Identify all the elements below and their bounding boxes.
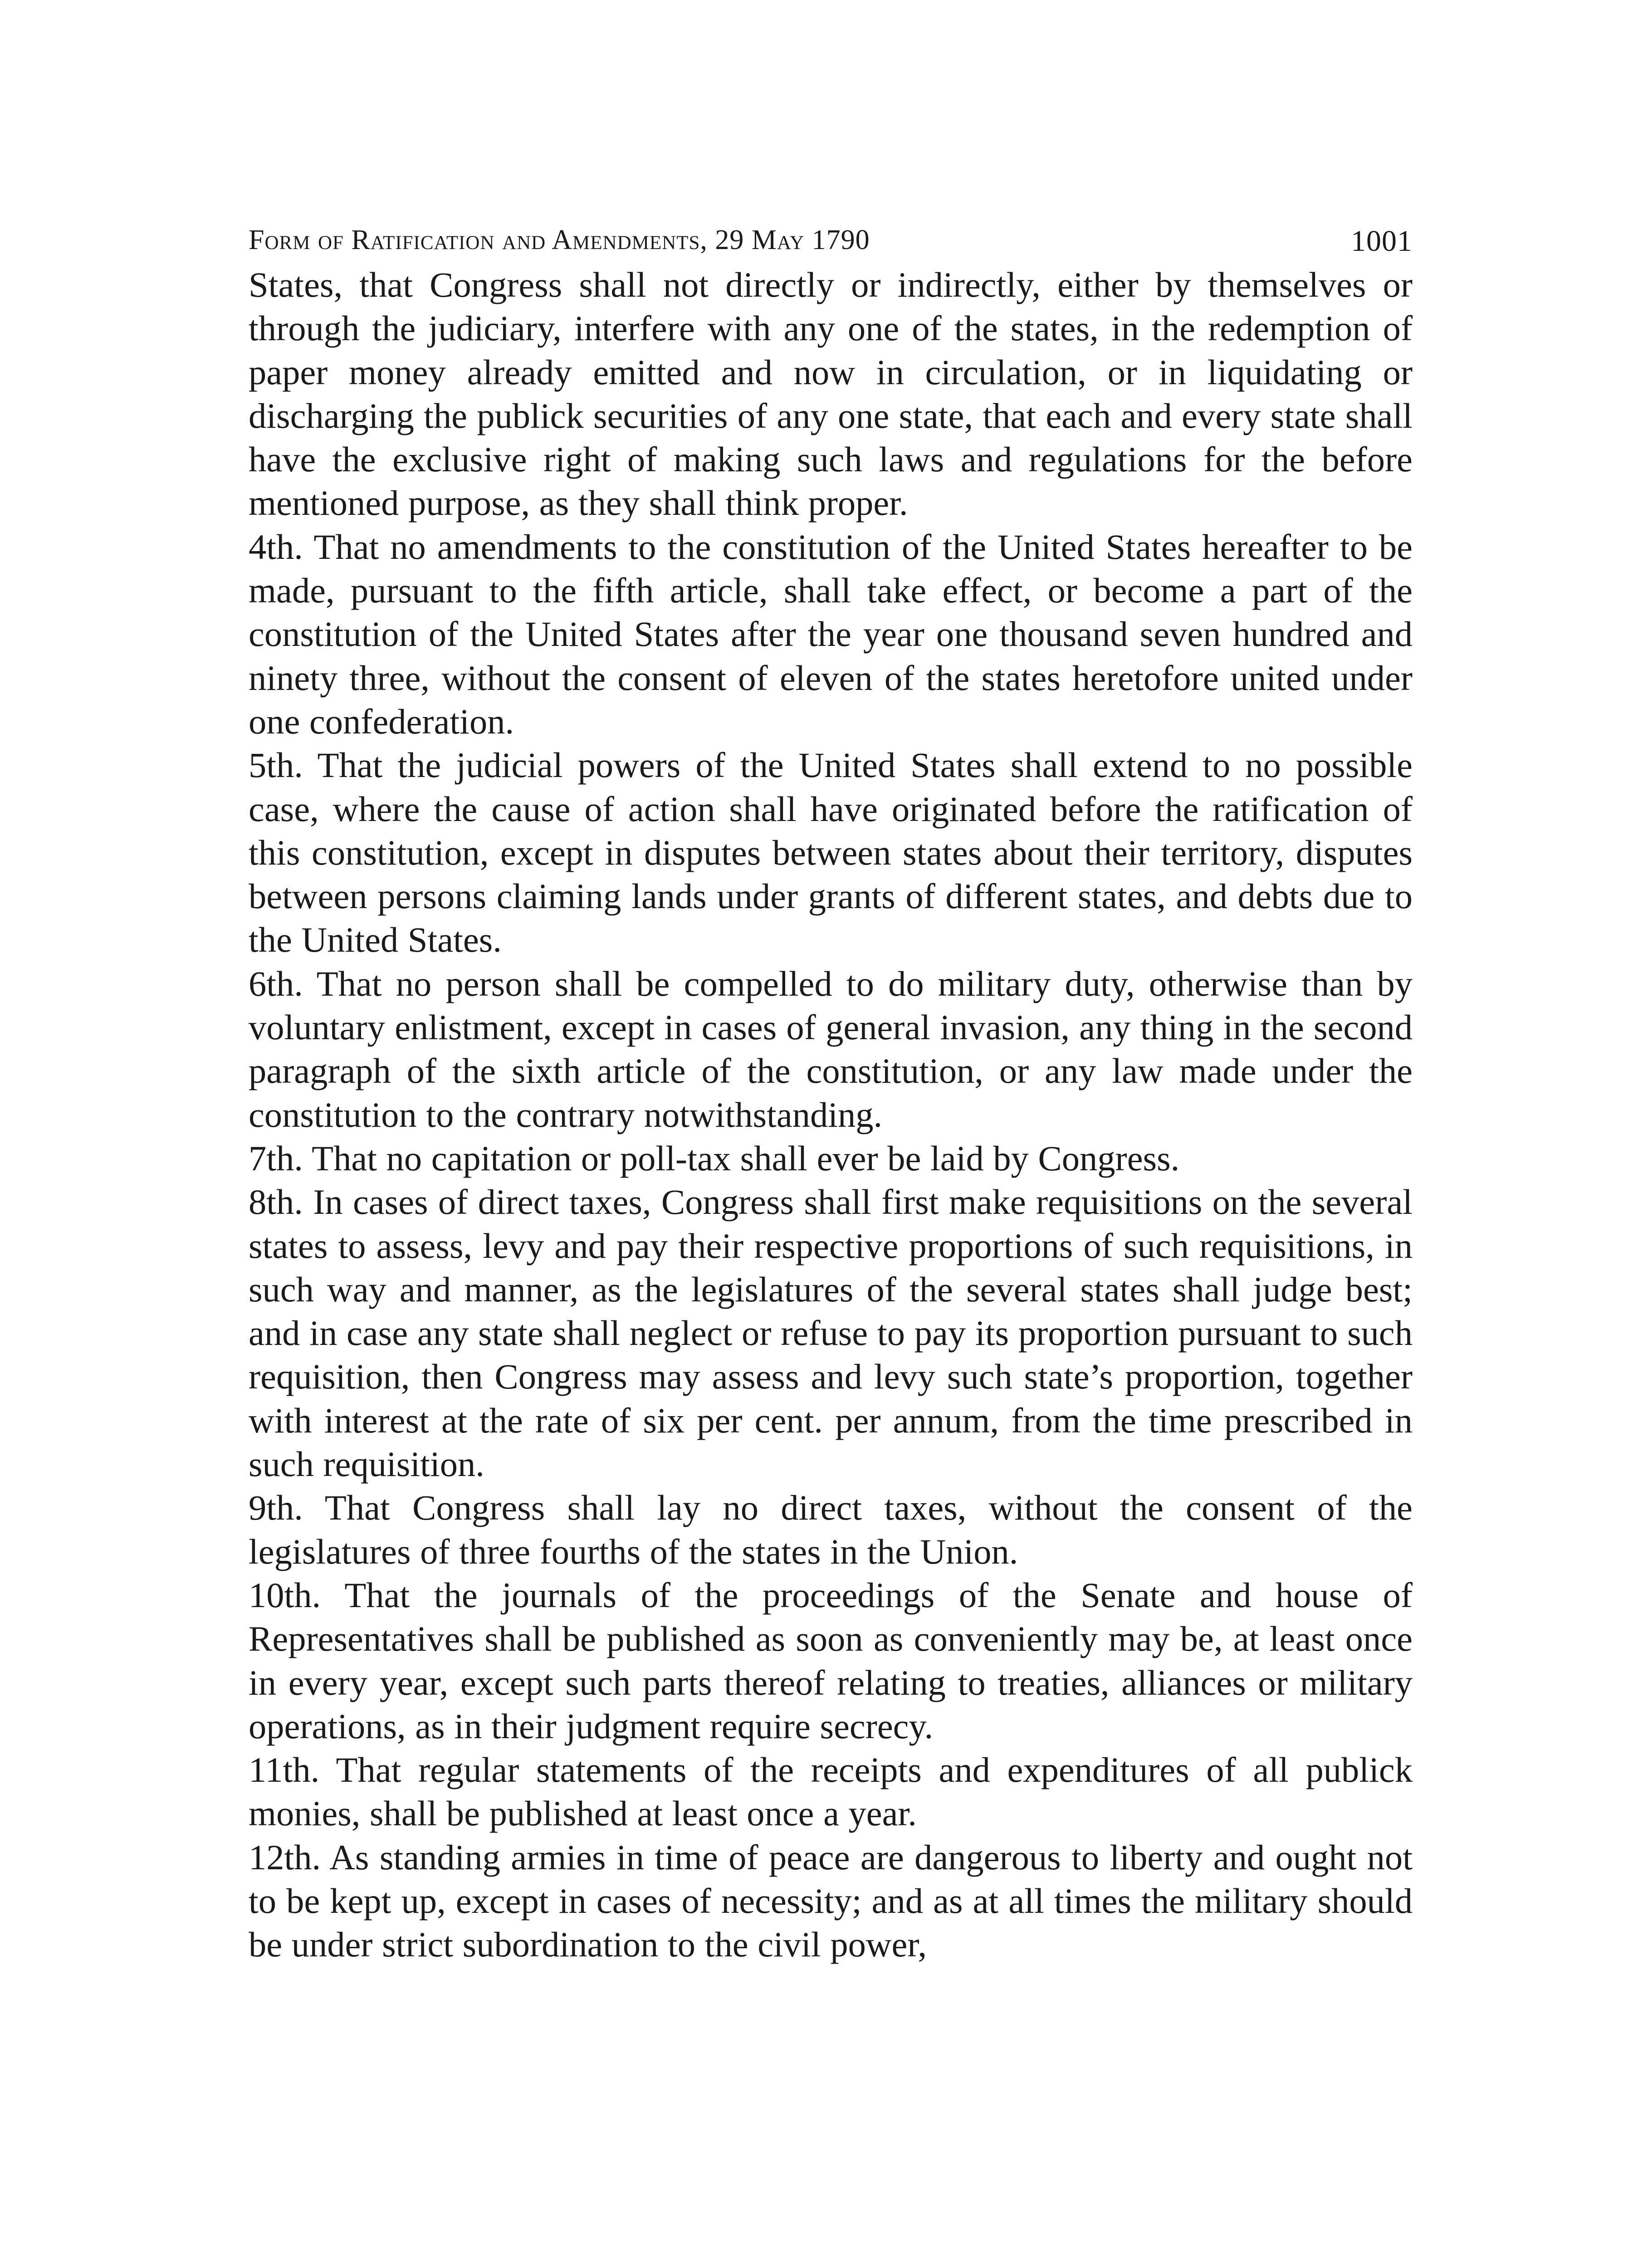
paragraph-continuation: States, that Congress shall not directly or indirectly, either by themselves or through the judiciary, interfere with any one of the states, in the redemption of paper money already emitted and now in circulation, or in liquidating or discharging the publick securities of any one state, that each and every state shall have the exclusive right of making such laws and regulations for the before mentioned purpose, as they shall think proper.: [249, 265, 1413, 523]
paragraph-amendment-5: 5th. That the judicial powers of the United States shall extend to no possible case, where the cause of action shall have originated before the ratification of this constitution, except in disputes between states about their territory, disputes between persons claiming lands under grants of different states, and debts due to the United States.: [249, 745, 1413, 960]
paragraph-amendment-4: 4th. That no amendments to the constitution of the United States hereafter to be made, pursuant to the fifth article, shall take effect, or become a part of the constitution of the United States after the year one thousand seven hundred and ninety three, without the consent of eleven of the states heretofore united under one confederation.: [249, 527, 1413, 741]
running-title: Form of Ratification and Amendments, 29 May 1790: [249, 225, 870, 255]
document-page: [249, 209, 1413, 1967]
paragraph-amendment-9: 9th. That Congress shall lay no direct taxes, without the consent of the legislatures of three fourths of the states in the Union.: [249, 1488, 1413, 1571]
paragraph-amendment-11: 11th. That regular statements of the receipts and expenditures of all publick monies, shall be published at least once a year.: [249, 1750, 1413, 1833]
paragraph-amendment-10: 10th. That the journals of the proceedings of the Senate and house of Representatives shall be published as soon as conveniently may be, at least once in every year, except such parts thereof relating to treaties, alliances or military operations, as in their judgment require secrecy.: [249, 1575, 1413, 1746]
page-number: 1001: [1351, 225, 1413, 258]
running-head: [249, 209, 1413, 263]
paragraph-amendment-6: 6th. That no person shall be compelled to do military duty, otherwise than by voluntary enlistment, except in cases of general invasion, any thing in the second paragraph of the sixth article of the constitution, or any law made under the constitution to the contrary notwithstanding.: [249, 963, 1413, 1134]
body-text: [249, 263, 1413, 1967]
paragraph-amendment-12: 12th. As standing armies in time of peace are dangerous to liberty and ought not to be kept up, except in cases of necessity; and as at all times the military should be under strict subordination to the civil power,: [249, 1837, 1413, 1965]
paragraph-amendment-7: 7th. That no capitation or poll-tax shall ever be laid by Congress.: [249, 1138, 1180, 1178]
paragraph-amendment-8: 8th. In cases of direct taxes, Congress shall first make requisitions on the several states to assess, levy and pay their respective proportions of such requisitions, in such way and manner, as the legislatures of the several states shall judge best; and in case any state shall neglect or refuse to pay its proportion pursuant to such requisition, then Congress may assess and levy such state’s proportion, together with interest at the rate of six per cent. per annum, from the time prescribed in such requisition.: [249, 1182, 1413, 1484]
